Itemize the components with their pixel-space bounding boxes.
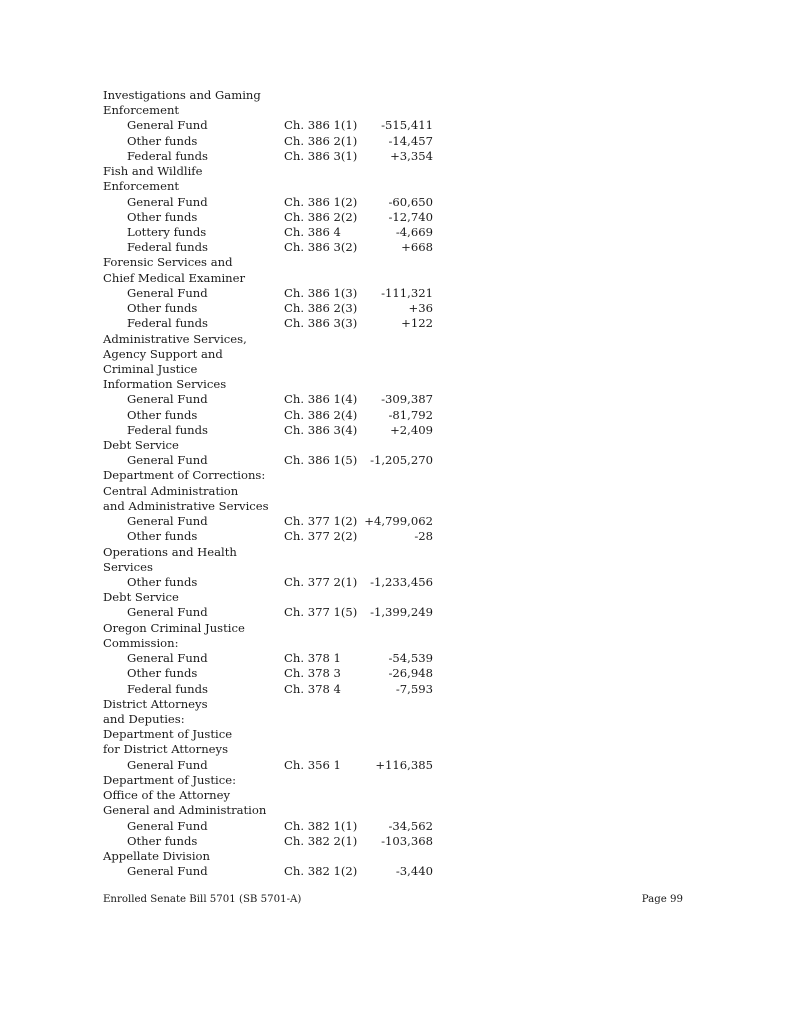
- agency-heading-row: [103, 484, 443, 499]
- fund-label: Other funds: [127, 209, 198, 224]
- agency-heading-row: [103, 438, 443, 453]
- fund-label: Federal funds: [127, 316, 208, 331]
- agency-heading-row: [103, 697, 443, 712]
- fund-line-row: [103, 758, 443, 773]
- fund-line-row: [103, 195, 443, 210]
- chapter-citation: Ch. 356 1: [284, 757, 341, 772]
- adjustment-amount: -103,368: [381, 833, 433, 848]
- fund-label: Federal funds: [127, 422, 208, 437]
- fund-line-row: [103, 682, 443, 697]
- fund-line-row: [103, 864, 443, 879]
- adjustment-amount: -3,440: [395, 864, 433, 879]
- agency-heading-row: [103, 271, 443, 286]
- agency-heading-row: [103, 332, 443, 347]
- fund-label: General Fund: [127, 651, 208, 666]
- chapter-citation: Ch. 386 2(2): [284, 209, 358, 224]
- agency-label: Forensic Services and: [103, 255, 233, 270]
- fund-label: General Fund: [127, 605, 208, 620]
- fund-line-row: [103, 316, 443, 331]
- fund-label: Federal funds: [127, 148, 208, 163]
- fund-line-row: [103, 240, 443, 255]
- agency-heading-row: [103, 377, 443, 392]
- agency-heading-row: [103, 590, 443, 605]
- chapter-citation: Ch. 386 2(3): [284, 301, 358, 316]
- chapter-citation: Ch. 377 1(2): [284, 514, 358, 529]
- adjustment-amount: -26,948: [388, 666, 433, 681]
- agency-label: Oregon Criminal Justice: [103, 620, 245, 635]
- fund-label: Lottery funds: [127, 224, 207, 239]
- fund-label: General Fund: [127, 392, 208, 407]
- fund-label: General Fund: [127, 514, 208, 529]
- agency-heading-row: [103, 362, 443, 377]
- agency-label: Central Administration: [103, 483, 239, 498]
- agency-heading-row: [103, 560, 443, 575]
- agency-heading-row: [103, 803, 443, 818]
- adjustment-amount: +668: [401, 240, 433, 255]
- agency-label: Department of Justice:: [103, 772, 237, 787]
- agency-label: Agency Support and: [103, 346, 223, 361]
- agency-label: Chief Medical Examiner: [103, 270, 246, 285]
- fund-label: Other funds: [127, 666, 198, 681]
- chapter-citation: Ch. 386 1(1): [284, 118, 358, 133]
- agency-heading-row: [103, 621, 443, 636]
- agency-label: Fish and Wildlife: [103, 164, 203, 179]
- fund-line-row: [103, 149, 443, 164]
- agency-label: Criminal Justice: [103, 361, 198, 376]
- fund-line-row: [103, 605, 443, 620]
- fund-label: General Fund: [127, 118, 208, 133]
- fund-label: Federal funds: [127, 240, 208, 255]
- agency-label: Debt Service: [103, 438, 179, 453]
- fund-label: General Fund: [127, 757, 208, 772]
- adjustment-amount: +122: [401, 316, 433, 331]
- chapter-citation: Ch. 386 3(4): [284, 422, 358, 437]
- fund-line-row: [103, 666, 443, 681]
- chapter-citation: Ch. 382 1(2): [284, 864, 358, 879]
- adjustment-amount: +116,385: [375, 757, 433, 772]
- adjustment-amount: -12,740: [388, 209, 433, 224]
- agency-heading-row: [103, 849, 443, 864]
- fund-line-row: [103, 286, 443, 301]
- chapter-citation: Ch. 386 1(5): [284, 453, 358, 468]
- agency-label: Information Services: [103, 377, 227, 392]
- fund-line-row: [103, 575, 443, 590]
- adjustment-amount: -81,792: [388, 407, 433, 422]
- chapter-citation: Ch. 377 1(5): [284, 605, 358, 620]
- chapter-citation: Ch. 386 2(4): [284, 407, 358, 422]
- fund-line-row: [103, 514, 443, 529]
- chapter-citation: Ch. 386 3(3): [284, 316, 358, 331]
- adjustment-amount: -309,387: [381, 392, 433, 407]
- fund-line-row: [103, 423, 443, 438]
- agency-label: Office of the Attorney: [103, 788, 231, 803]
- fund-line-row: [103, 134, 443, 149]
- agency-heading-row: [103, 499, 443, 514]
- agency-label: and Administrative Services: [103, 498, 269, 513]
- chapter-citation: Ch. 386 1(3): [284, 285, 358, 300]
- fund-label: Other funds: [127, 833, 198, 848]
- adjustment-amount: -1,233,456: [370, 575, 433, 589]
- adjustment-amount: -14,457: [388, 133, 433, 148]
- agency-heading-row: [103, 179, 443, 194]
- fund-label: Other funds: [127, 133, 198, 148]
- agency-heading-row: [103, 636, 443, 651]
- fund-label: Other funds: [127, 529, 198, 544]
- agency-label: General and Administration: [103, 803, 267, 818]
- agency-label: Commission:: [103, 635, 179, 650]
- adjustment-amount: -34,562: [388, 818, 433, 833]
- agency-heading-row: [103, 773, 443, 788]
- fund-line-row: [103, 651, 443, 666]
- adjustment-amount: -1,205,270: [370, 453, 433, 468]
- fund-label: General Fund: [127, 864, 208, 879]
- agency-heading-row: [103, 164, 443, 179]
- chapter-citation: Ch. 378 3: [284, 666, 341, 681]
- adjustment-amount: +36: [408, 301, 433, 316]
- agency-label: Investigations and Gaming: [103, 88, 261, 102]
- agency-label: Debt Service: [103, 590, 179, 605]
- fund-label: Other funds: [127, 575, 198, 589]
- fund-line-row: [103, 453, 443, 468]
- fund-line-row: [103, 834, 443, 849]
- page-number: Page 99: [641, 894, 683, 905]
- fund-label: General Fund: [127, 453, 208, 468]
- adjustment-amount: -1,399,249: [370, 605, 433, 620]
- adjustment-amount: +4,799,062: [364, 514, 433, 529]
- fund-line-row: [103, 301, 443, 316]
- adjustment-amount: -515,411: [381, 118, 433, 133]
- agency-heading-row: [103, 727, 443, 742]
- agency-label: Administrative Services,: [103, 331, 247, 346]
- fund-label: General Fund: [127, 194, 208, 209]
- fund-line-row: [103, 225, 443, 240]
- agency-label: Operations and Health: [103, 544, 237, 559]
- agency-label: Services: [103, 559, 153, 574]
- fund-line-row: [103, 529, 443, 544]
- chapter-citation: Ch. 377 2(2): [284, 529, 358, 544]
- adjustment-amount: -54,539: [388, 651, 433, 666]
- fund-label: Other funds: [127, 301, 198, 316]
- fund-line-row: [103, 408, 443, 423]
- agency-heading-row: [103, 255, 443, 270]
- fund-label: Other funds: [127, 407, 198, 422]
- agency-label: Enforcement: [103, 103, 180, 118]
- fund-label: Federal funds: [127, 681, 208, 696]
- adjustment-amount: +2,409: [390, 422, 433, 437]
- agency-label: Enforcement: [103, 179, 180, 194]
- chapter-citation: Ch. 386 1(2): [284, 194, 358, 209]
- chapter-citation: Ch. 382 2(1): [284, 833, 358, 848]
- agency-heading-row: [103, 742, 443, 757]
- chapter-citation: Ch. 382 1(1): [284, 818, 358, 833]
- chapter-citation: Ch. 378 4: [284, 681, 341, 696]
- agency-label: for District Attorneys: [103, 742, 229, 757]
- adjustment-amount: -60,650: [388, 194, 433, 209]
- fund-line-row: [103, 392, 443, 407]
- agency-heading-row: [103, 88, 443, 103]
- chapter-citation: Ch. 386 2(1): [284, 133, 358, 148]
- agency-heading-row: [103, 545, 443, 560]
- adjustment-amount: -28: [414, 529, 433, 544]
- chapter-citation: Ch. 386 3(2): [284, 240, 358, 255]
- chapter-citation: Ch. 377 2(1): [284, 575, 358, 589]
- fund-label: General Fund: [127, 285, 208, 300]
- agency-label: Department of Justice: [103, 727, 233, 742]
- agency-label: and Deputies:: [103, 711, 185, 726]
- agency-heading-row: [103, 103, 443, 118]
- chapter-citation: Ch. 386 1(4): [284, 392, 358, 407]
- chapter-citation: Ch. 386 3(1): [284, 148, 358, 163]
- bill-identifier: Enrolled Senate Bill 5701 (SB 5701-A): [103, 894, 302, 905]
- agency-heading-row: [103, 468, 443, 483]
- fund-line-row: [103, 118, 443, 133]
- agency-label: District Attorneys: [103, 696, 208, 711]
- chapter-citation: Ch. 378 1: [284, 651, 341, 666]
- fund-line-row: [103, 210, 443, 225]
- adjustment-amount: -4,669: [395, 224, 433, 239]
- agency-heading-row: [103, 788, 443, 803]
- agency-heading-row: [103, 712, 443, 727]
- appropriation-table: [103, 88, 443, 879]
- adjustment-amount: -7,593: [395, 681, 433, 696]
- fund-line-row: [103, 819, 443, 834]
- agency-heading-row: [103, 347, 443, 362]
- adjustment-amount: -111,321: [381, 285, 433, 300]
- fund-label: General Fund: [127, 818, 208, 833]
- adjustment-amount: +3,354: [390, 148, 433, 163]
- agency-label: Appellate Division: [103, 848, 210, 863]
- chapter-citation: Ch. 386 4: [284, 224, 341, 239]
- agency-label: Department of Corrections:: [103, 468, 266, 483]
